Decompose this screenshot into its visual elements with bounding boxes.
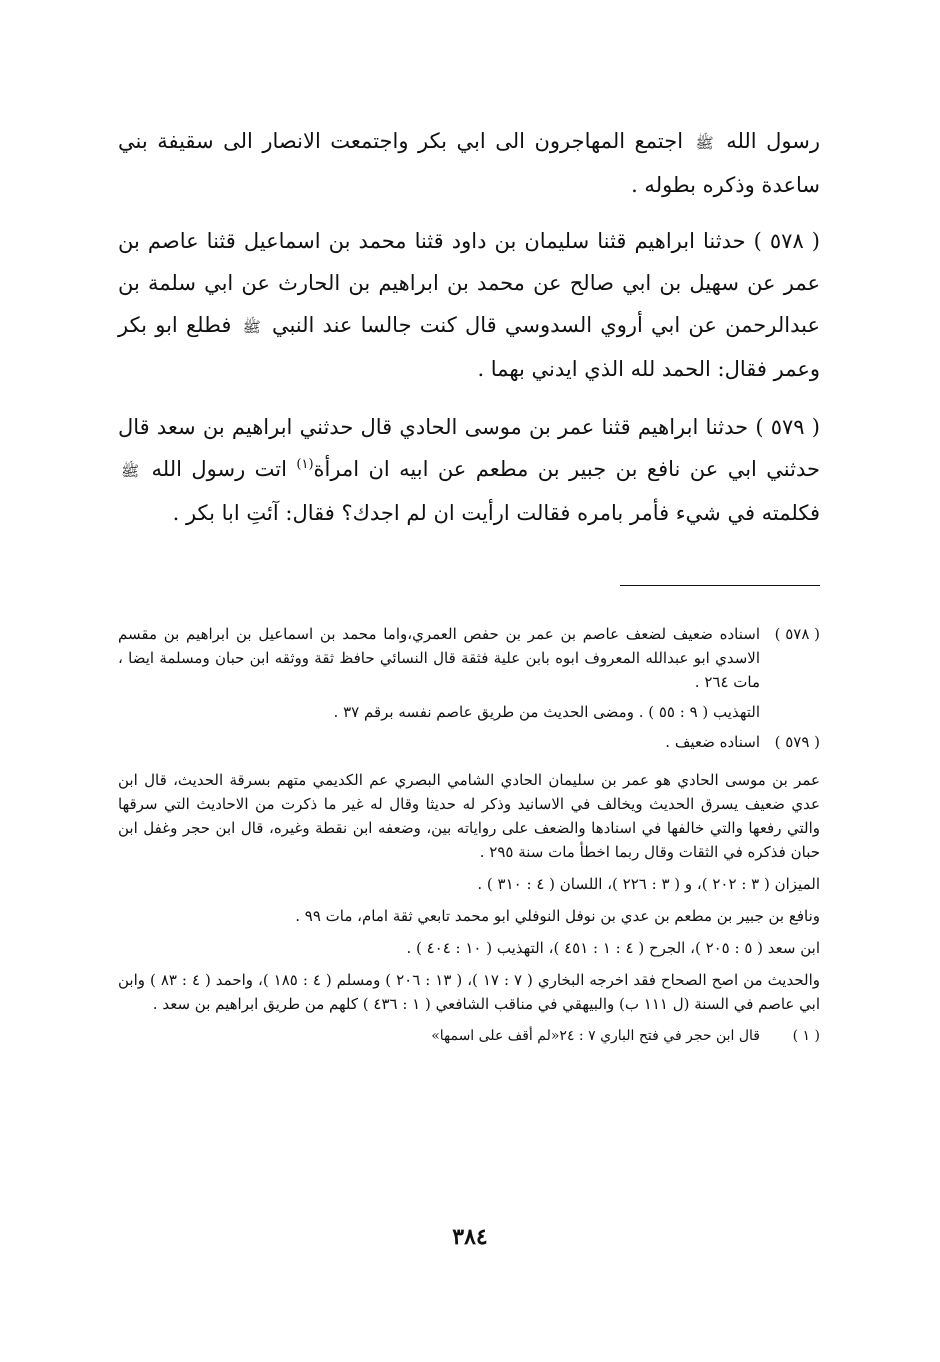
hadith-578 xyxy=(118,220,820,390)
note-578 xyxy=(118,622,820,724)
note-block: والحديث من اصح الصحاح فقد اخرجه البخاري ( ٧ : ١٧ )، ( ١٣ : ٢٠٦ ) ومسلم ( ٤ : ١٨٥ )، واحمد ( ٤ : ٨٣ ) وابن ابي عاصم في السنة (ل ١١١ ب) والبيهقي في مناقب الشافعي ( ١ : ٤٣٦ ) كلهم من طريق ابراهيم بن سعد . xyxy=(118,971,821,1013)
paragraph-text: رسول الله xyxy=(726,129,820,153)
footnote-text: قال ابن حجر في فتح الباري ٧ : ٢٤«لم أقف على اسمها» xyxy=(431,1028,760,1044)
page-number: ٣٨٤ xyxy=(452,1224,488,1250)
note-body xyxy=(118,622,760,724)
hadith-579 xyxy=(118,406,820,534)
salawat-glyph: ﷺ xyxy=(695,134,714,152)
main-text xyxy=(118,120,820,550)
note-block: ابن سعد ( ٥ : ٢٠٥ )، الجرح ( ٤ : ١ : ٤٥١ )، التهذيب ( ١٠ : ٤٠٤ ) . xyxy=(406,939,820,957)
note-reference: التهذيب ( ٩ : ٥٥ ) . ومضى الحديث من طريق عاصم نفسه برقم ٣٧ . xyxy=(333,703,760,721)
paragraph-text: ( ٥٧٩ ) حدثنا ابراهيم قثنا عمر بن موسى الحادي قال حدثني ابراهيم بن سعد قال حدثني ابي عن نافع بن جبير بن مطعم عن ابيه ان امرأة xyxy=(118,415,820,481)
paragraph-intro xyxy=(118,120,820,206)
salawat-glyph: ﷺ xyxy=(121,462,140,480)
paragraph-text: فطلع ابو بكر وعمر فقال: الحمد لله الذي ايدني بهما . xyxy=(118,313,820,381)
note-number: ( ٥٧٩ ) xyxy=(774,733,820,751)
paragraph-text: اجتمع المهاجرون الى ابي بكر واجتمعت الانصار الى سقيفة بني ساعدة وذكره بطوله . xyxy=(118,129,820,197)
notes-section xyxy=(118,622,820,1048)
note-body xyxy=(118,730,760,754)
paragraph-text: ( ٥٧٨ ) حدثنا ابراهيم قثنا سليمان بن داود قثنا محمد بن اسماعيل قثنا عاصم بن عمر عن سهيل بن ابي صالح عن محمد بن ابراهيم بن الحارث عن ابي سلمة بن عبدالرحمن عن ابي أروي السدوسي قال كنت جالسا عند النبي xyxy=(118,229,821,337)
salawat-glyph: ﷺ xyxy=(242,318,261,336)
paragraph-text: اتت رسول الله xyxy=(151,457,287,481)
note-block: الميزان ( ٣ : ٢٠٢ )، و ( ٣ : ٢٢٦ )، اللسان ( ٤ : ٣١٠ ) . xyxy=(477,875,820,893)
note-text: اسناده ضعيف . xyxy=(665,733,760,751)
note-579 xyxy=(118,730,820,754)
footnote-1 xyxy=(118,1024,820,1048)
note-number: ( ٥٧٨ ) xyxy=(774,625,820,643)
paragraph-text: فكلمته في شيء فأمر بامره فقالت ارأيت ان لم اجدك؟ فقال: آئتِ ابا بكر . xyxy=(172,501,820,525)
footnote-divider xyxy=(620,585,820,586)
note-text: اسناده ضعيف لضعف عاصم بن عمر بن حفص العمري،واما محمد بن اسماعيل بن ابراهيم بن مقسم الاسدي ابو عبدالله المعروف ابوه بابن علية فثقة قال النسائي حافظ ثقة ووثقه ابن حبان ومسلمة ايضا ، مات ٢٦٤ . xyxy=(118,625,760,691)
note-block: ونافع بن جبير بن مطعم بن عدي بن نوفل النوفلي ابو محمد تابعي ثقة امام، مات ٩٩ . xyxy=(295,907,820,925)
footnote-reference: (١) xyxy=(296,457,314,472)
note-block: عمر بن موسى الحادي هو عمر بن سليمان الحادي الشامي البصري عم الكديمي متهم بسرقة الحديث، قال ابن عدي ضعيف يسرق الحديث ويخالف في الاسانيد وذكر له حديثا وقال له غير ما ذكرت من الاحاديث التي سرقها والتي رفعها والتي خالفها في اسنادها والضعف على رواياته بين، وضعفه ابن نقطة وغيره، قال ابن حجر وغفل ابن حبان فذكره في الثقات وقال ربما اخطأ مات سنة ٢٩٥ . xyxy=(118,771,820,861)
footnote-number: ( ١ ) xyxy=(792,1028,820,1044)
